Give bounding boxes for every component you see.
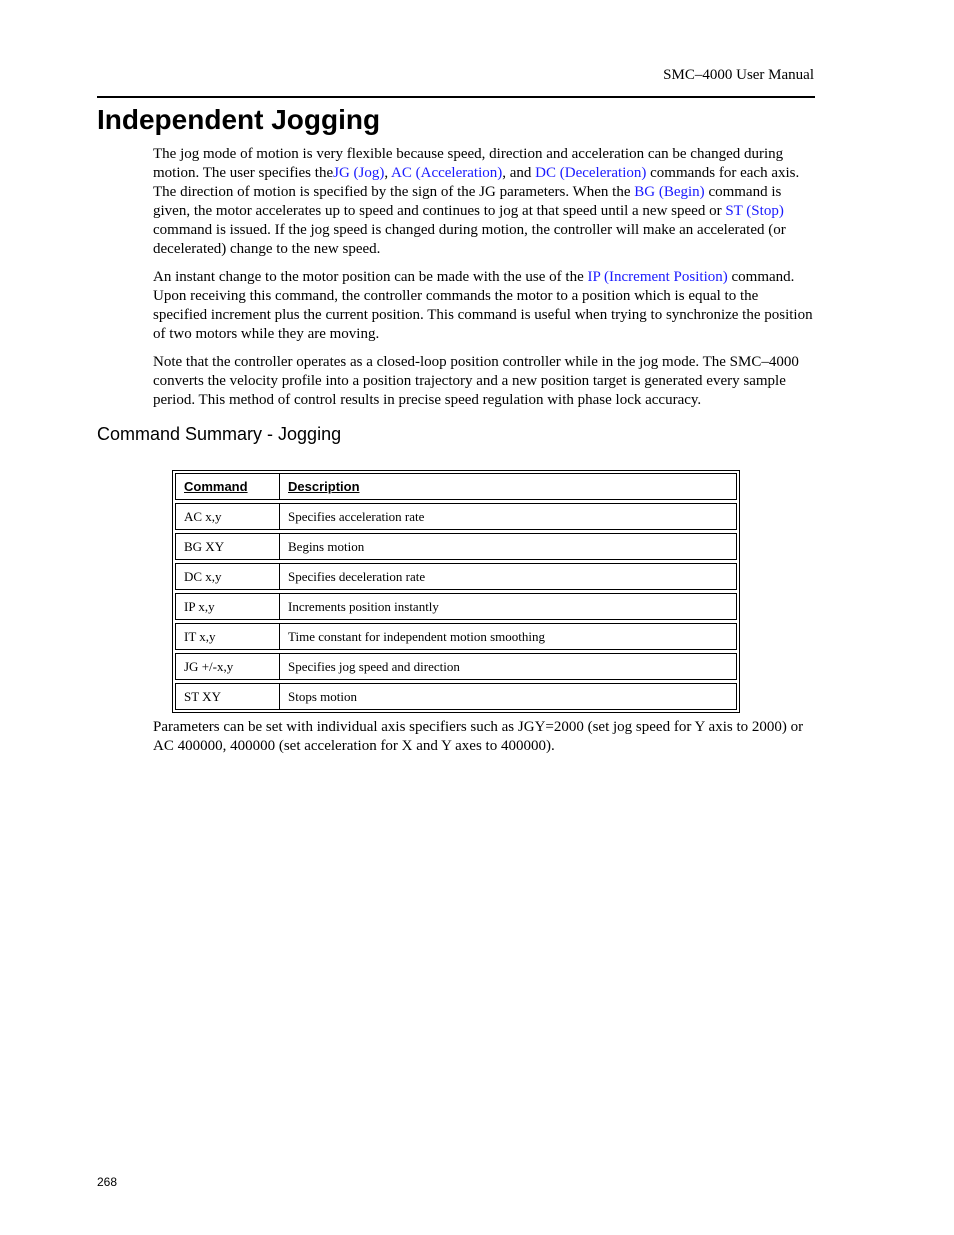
column-header-label: Command (184, 479, 248, 494)
description-cell: Begins motion (279, 533, 737, 560)
link-ac-acceleration[interactable]: AC (Acceleration) (391, 165, 503, 181)
paragraph-text: command. Upon receiving this command, the controller commands the motor to a position which is equal to the specified increment plus the current position. This command is useful when trying to synchronize the position of two motors while they are moving. (153, 269, 813, 342)
command-cell: DC x,y (175, 563, 279, 590)
command-cell: ST XY (175, 683, 279, 710)
paragraph-jog-mode (153, 145, 813, 259)
paragraph-text: , (384, 165, 392, 181)
link-st-stop[interactable]: ST (Stop) (725, 203, 784, 219)
link-ip-increment-position[interactable]: IP (Increment Position) (587, 269, 728, 285)
link-jg-jog[interactable]: JG (Jog) (333, 165, 385, 181)
command-cell: AC x,y (175, 503, 279, 530)
link-dc-deceleration[interactable]: DC (Deceleration) (535, 165, 647, 181)
paragraph-text: command is issued. If the jog speed is changed during motion, the controller will make an accelerated (or decelerated) change to the new speed. (153, 222, 786, 257)
page-number: 268 (97, 1175, 118, 1189)
running-header: SMC–4000 User Manual (663, 67, 814, 83)
table-row (175, 683, 737, 710)
table-row (175, 653, 737, 680)
header-rule (97, 96, 815, 98)
after-table-text (153, 718, 813, 765)
description-cell: Specifies deceleration rate (279, 563, 737, 590)
paragraph-text: , and (502, 165, 536, 181)
table-row (175, 533, 737, 560)
column-header-description (279, 473, 737, 500)
body-text (153, 145, 813, 419)
description-cell: Increments position instantly (279, 593, 737, 620)
table-header-row (175, 473, 737, 500)
section-title: Independent Jogging (97, 104, 381, 135)
paragraph-increment-position (153, 268, 813, 344)
command-summary-title: Command Summary - Jogging (97, 424, 342, 444)
table-row (175, 563, 737, 590)
paragraph-axis-specifiers: Parameters can be set with individual axis specifiers such as JGY=2000 (set jog speed for Y axis to 2000) or AC 400000, 400000 (set acceleration for X and Y axes to 400000). (153, 719, 804, 754)
paragraph-text: commands for each axis. The direction of motion is specified by the sign of the JG parameters. When the (153, 165, 800, 200)
table-row (175, 623, 737, 650)
table-row (175, 593, 737, 620)
command-cell: IT x,y (175, 623, 279, 650)
command-cell: JG +/-x,y (175, 653, 279, 680)
description-cell: Time constant for independent motion smoothing (279, 623, 737, 650)
column-header-command (175, 473, 279, 500)
command-summary-table-frame (172, 470, 740, 713)
paragraph-text: command is given, the motor accelerates up to speed and continues to jog at that speed until a new speed or (153, 184, 782, 219)
paragraph-closed-loop-note: Note that the controller operates as a closed-loop position controller while in the jog mode. The SMC–4000 converts the velocity profile into a position trajectory and a new position target is generated every sample period. This method of control results in precise speed regulation with phase lock accuracy. (153, 354, 799, 408)
link-bg-begin[interactable]: BG (Begin) (634, 184, 705, 200)
table-row (175, 503, 737, 530)
paragraph-text: The jog mode of motion is very flexible because speed, direction and acceleration can be changed during motion. The user specifies the (153, 146, 784, 181)
command-cell: BG XY (175, 533, 279, 560)
command-summary-table (175, 470, 737, 713)
paragraph-text: An instant change to the motor position can be made with the use of the (153, 269, 588, 285)
description-cell: Specifies jog speed and direction (279, 653, 737, 680)
description-cell: Stops motion (279, 683, 737, 710)
column-header-label: Description (288, 479, 360, 494)
description-cell: Specifies acceleration rate (279, 503, 737, 530)
command-cell: IP x,y (175, 593, 279, 620)
